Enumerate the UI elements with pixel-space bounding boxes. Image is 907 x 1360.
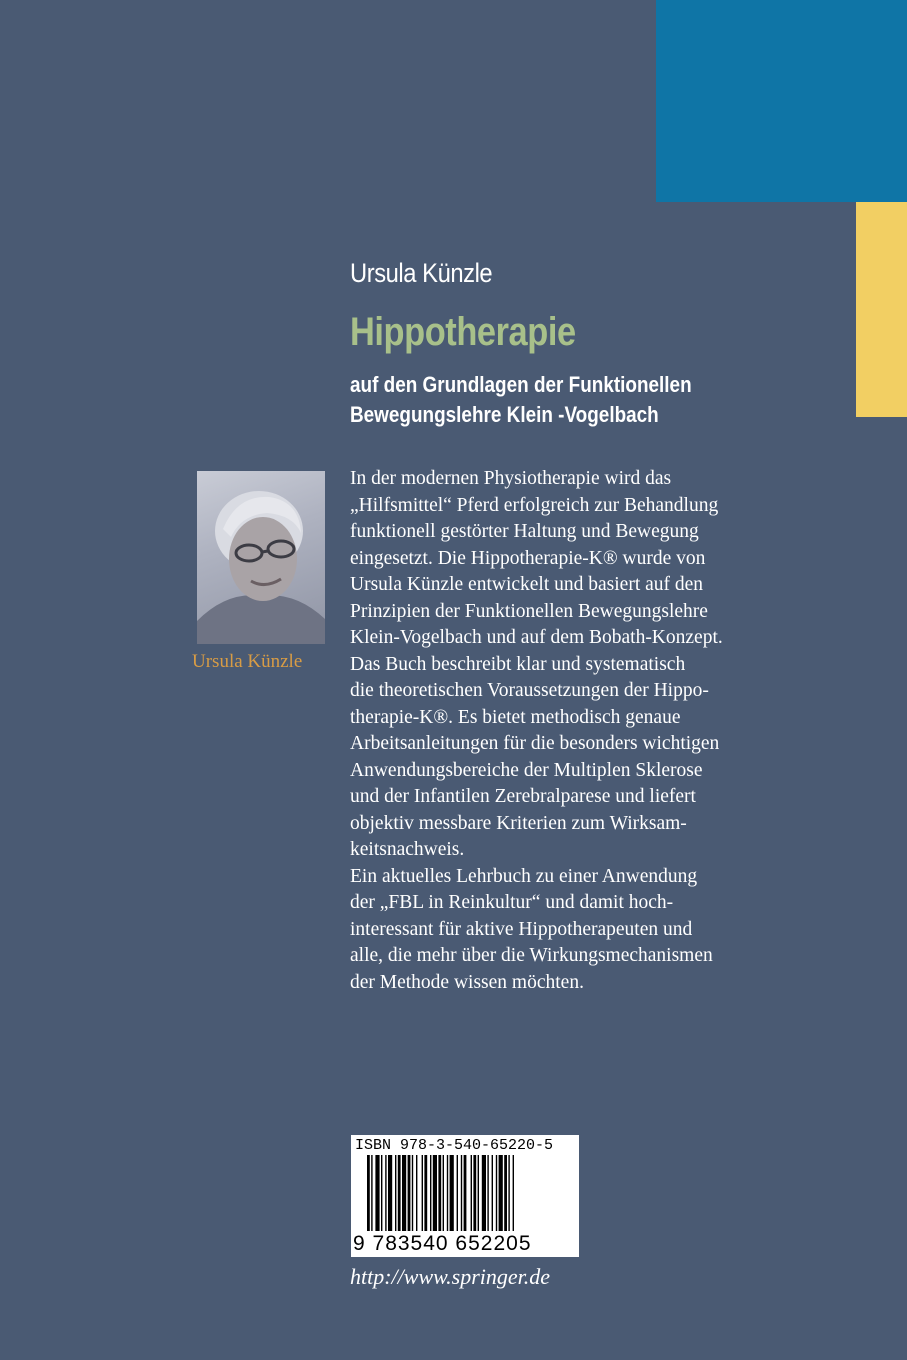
author-name: Ursula Künzle: [350, 258, 493, 288]
yellow-color-block: [856, 202, 907, 417]
description-line: und der Infantilen Zerebralparese und liefert: [350, 786, 696, 807]
author-photo: [197, 471, 325, 644]
description-line: Ursula Künzle entwickelt und basiert auf den: [350, 574, 704, 595]
description-line: eingesetzt. Die Hippotherapie-K® wurde von: [350, 547, 706, 569]
ean-number: 9 783540 652205: [353, 1232, 532, 1255]
subtitle-line: auf den Grundlagen der Funktionellen: [350, 372, 692, 397]
description-line: die theoretischen Voraussetzungen der Hippo-: [350, 680, 709, 701]
subtitle-line: Bewegungslehre Klein -Vogelbach: [350, 402, 659, 427]
description-line: keitsnachweis.: [350, 839, 465, 860]
book-title: Hippotherapie: [350, 310, 576, 354]
publisher-url[interactable]: http://www.springer.de: [350, 1264, 551, 1289]
blue-color-block: [656, 0, 907, 202]
description-line: Anwendungsbereiche der Multiplen Sklerose: [350, 759, 703, 781]
description-line: Prinzipien der Funktionellen Bewegungslehre: [350, 600, 708, 622]
description-line: „Hilfsmittel“ Pferd erfolgreich zur Behandlung: [350, 494, 719, 516]
description-line: funktionell gestörter Haltung und Bewegung: [350, 521, 699, 542]
isbn-barcode: [351, 1135, 579, 1257]
description-line: objektiv messbare Kriterien zum Wirksam-: [350, 812, 687, 834]
isbn-label: ISBN 978-3-540-65220-5: [355, 1137, 554, 1154]
description-line: Arbeitsanleitungen für die besonders wichtigen: [350, 733, 720, 754]
description-line: In der modernen Physiotherapie wird das: [350, 468, 672, 489]
description-line: der Methode wissen möchten.: [350, 971, 584, 993]
barcode-bars: [367, 1155, 567, 1239]
photo-caption: Ursula Künzle: [192, 651, 303, 672]
description-line: der „FBL in Reinkultur“ und damit hoch-: [350, 892, 674, 913]
description-line: therapie-K®. Es bietet methodisch genaue: [350, 706, 681, 728]
description-line: Das Buch beschreibt klar und systematisch: [350, 653, 686, 675]
description-line: Ein aktuelles Lehrbuch zu einer Anwendung: [350, 865, 698, 887]
description-line: alle, die mehr über die Wirkungsmechanismen: [350, 945, 713, 966]
book-subtitle: [350, 370, 692, 430]
description-line: interessant für aktive Hippotherapeuten und: [350, 918, 693, 940]
description-line: Klein-Vogelbach und auf dem Bobath-Konzept.: [350, 627, 723, 648]
book-description: [350, 466, 790, 996]
